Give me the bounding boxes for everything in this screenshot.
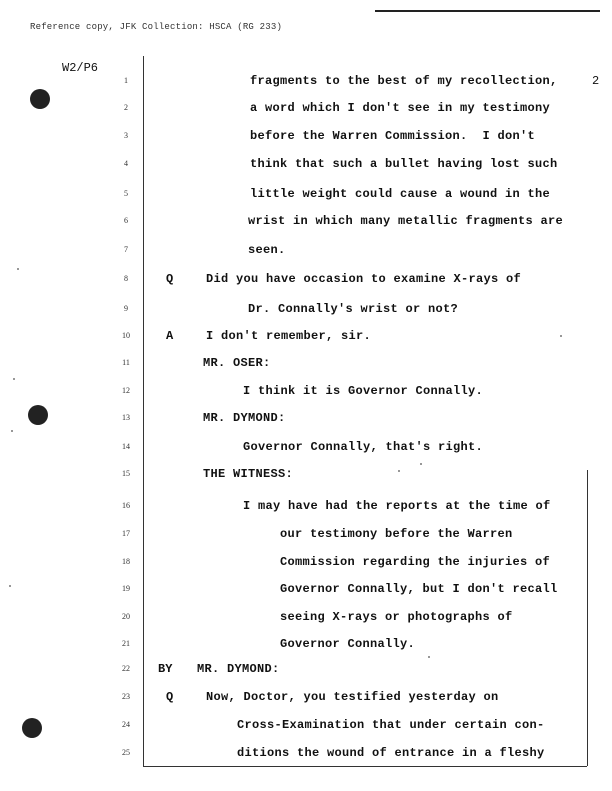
top-rule <box>375 10 600 12</box>
transcript-line: think that such a bullet having lost such <box>250 157 558 171</box>
transcript-line: Dr. Connally's wrist or not? <box>248 302 459 316</box>
line-number: 12 <box>122 386 130 395</box>
punch-hole-icon <box>30 89 50 109</box>
transcript-line: Cross-Examination that under certain con- <box>237 718 545 732</box>
frame-right-rule <box>587 470 588 766</box>
transcript-line: seeing X-rays or photographs of <box>280 610 513 624</box>
transcript-line: I think it is Governor Connally. <box>243 384 484 398</box>
scan-speck <box>560 335 562 337</box>
line-number: 25 <box>122 748 130 757</box>
line-number: 4 <box>124 159 128 168</box>
line-number: 18 <box>122 557 130 566</box>
transcript-line: Governor Connally. <box>280 637 416 651</box>
line-number: 8 <box>124 274 128 283</box>
frame-bottom-rule <box>143 766 587 767</box>
line-number: 3 <box>124 131 128 140</box>
page-id: W2/P6 <box>62 61 99 75</box>
line-number: 19 <box>122 584 130 593</box>
line-number: 15 <box>122 469 130 478</box>
line-number: 10 <box>122 331 130 340</box>
transcript-line: before the Warren Commission. I don't <box>250 129 536 143</box>
line-number: 5 <box>124 189 128 198</box>
transcript-line: little weight could cause a wound in the <box>250 187 551 201</box>
line-number: 23 <box>122 692 130 701</box>
transcript-line: a word which I don't see in my testimony <box>250 101 551 115</box>
transcript-line: Governor Connally, that's right. <box>243 440 484 454</box>
transcript-line: seen. <box>248 243 286 257</box>
transcript-line: THE WITNESS: <box>203 467 294 481</box>
punch-hole-icon <box>22 718 42 738</box>
line-number: 21 <box>122 639 130 648</box>
transcript-line: Commission regarding the injuries of <box>280 555 551 569</box>
line-number: 22 <box>122 664 130 673</box>
line-number: 11 <box>122 358 130 367</box>
line-number: 1 <box>124 76 128 85</box>
scan-speck <box>13 378 15 380</box>
transcript-line: wrist in which many metallic fragments are <box>248 214 564 228</box>
scan-speck <box>17 268 19 270</box>
transcript-line: Did you have occasion to examine X-rays of <box>206 272 522 286</box>
punch-hole-icon <box>28 405 48 425</box>
transcript-line: our testimony before the Warren <box>280 527 513 541</box>
line-number: 16 <box>122 501 130 510</box>
speaker-tag: BY <box>158 662 173 676</box>
speaker-tag: A <box>166 329 174 343</box>
transcript-line: Governor Connally, but I don't recall <box>280 582 558 596</box>
transcript-line: I don't remember, sir. <box>206 329 372 343</box>
line-number: 14 <box>122 442 130 451</box>
transcript-line: Now, Doctor, you testified yesterday on <box>206 690 499 704</box>
archive-header: Reference copy, JFK Collection: HSCA (RG 233) <box>30 22 283 32</box>
line-number: 24 <box>122 720 130 729</box>
scan-speck <box>11 430 13 432</box>
line-number: 9 <box>124 304 128 313</box>
transcript-line: I may have had the reports at the time of <box>243 499 551 513</box>
scan-speck <box>428 656 430 658</box>
speaker-tag: Q <box>166 690 174 704</box>
line-number: 6 <box>124 216 128 225</box>
transcript-line: MR. DYMOND: <box>203 411 286 425</box>
transcript-line: ditions the wound of entrance in a fleshy <box>237 746 545 760</box>
transcript-line: MR. DYMOND: <box>197 662 280 676</box>
line-number: 20 <box>122 612 130 621</box>
line-number: 17 <box>122 529 130 538</box>
line-number: 13 <box>122 413 130 422</box>
page-number: 2 <box>592 74 600 88</box>
speaker-tag: Q <box>166 272 174 286</box>
transcript-line: MR. OSER: <box>203 356 271 370</box>
line-number: 7 <box>124 245 128 254</box>
scan-speck <box>398 470 400 472</box>
line-number: 2 <box>124 103 128 112</box>
scan-speck <box>420 463 422 465</box>
scan-speck <box>9 585 11 587</box>
transcript-line: fragments to the best of my recollection, <box>250 74 558 88</box>
